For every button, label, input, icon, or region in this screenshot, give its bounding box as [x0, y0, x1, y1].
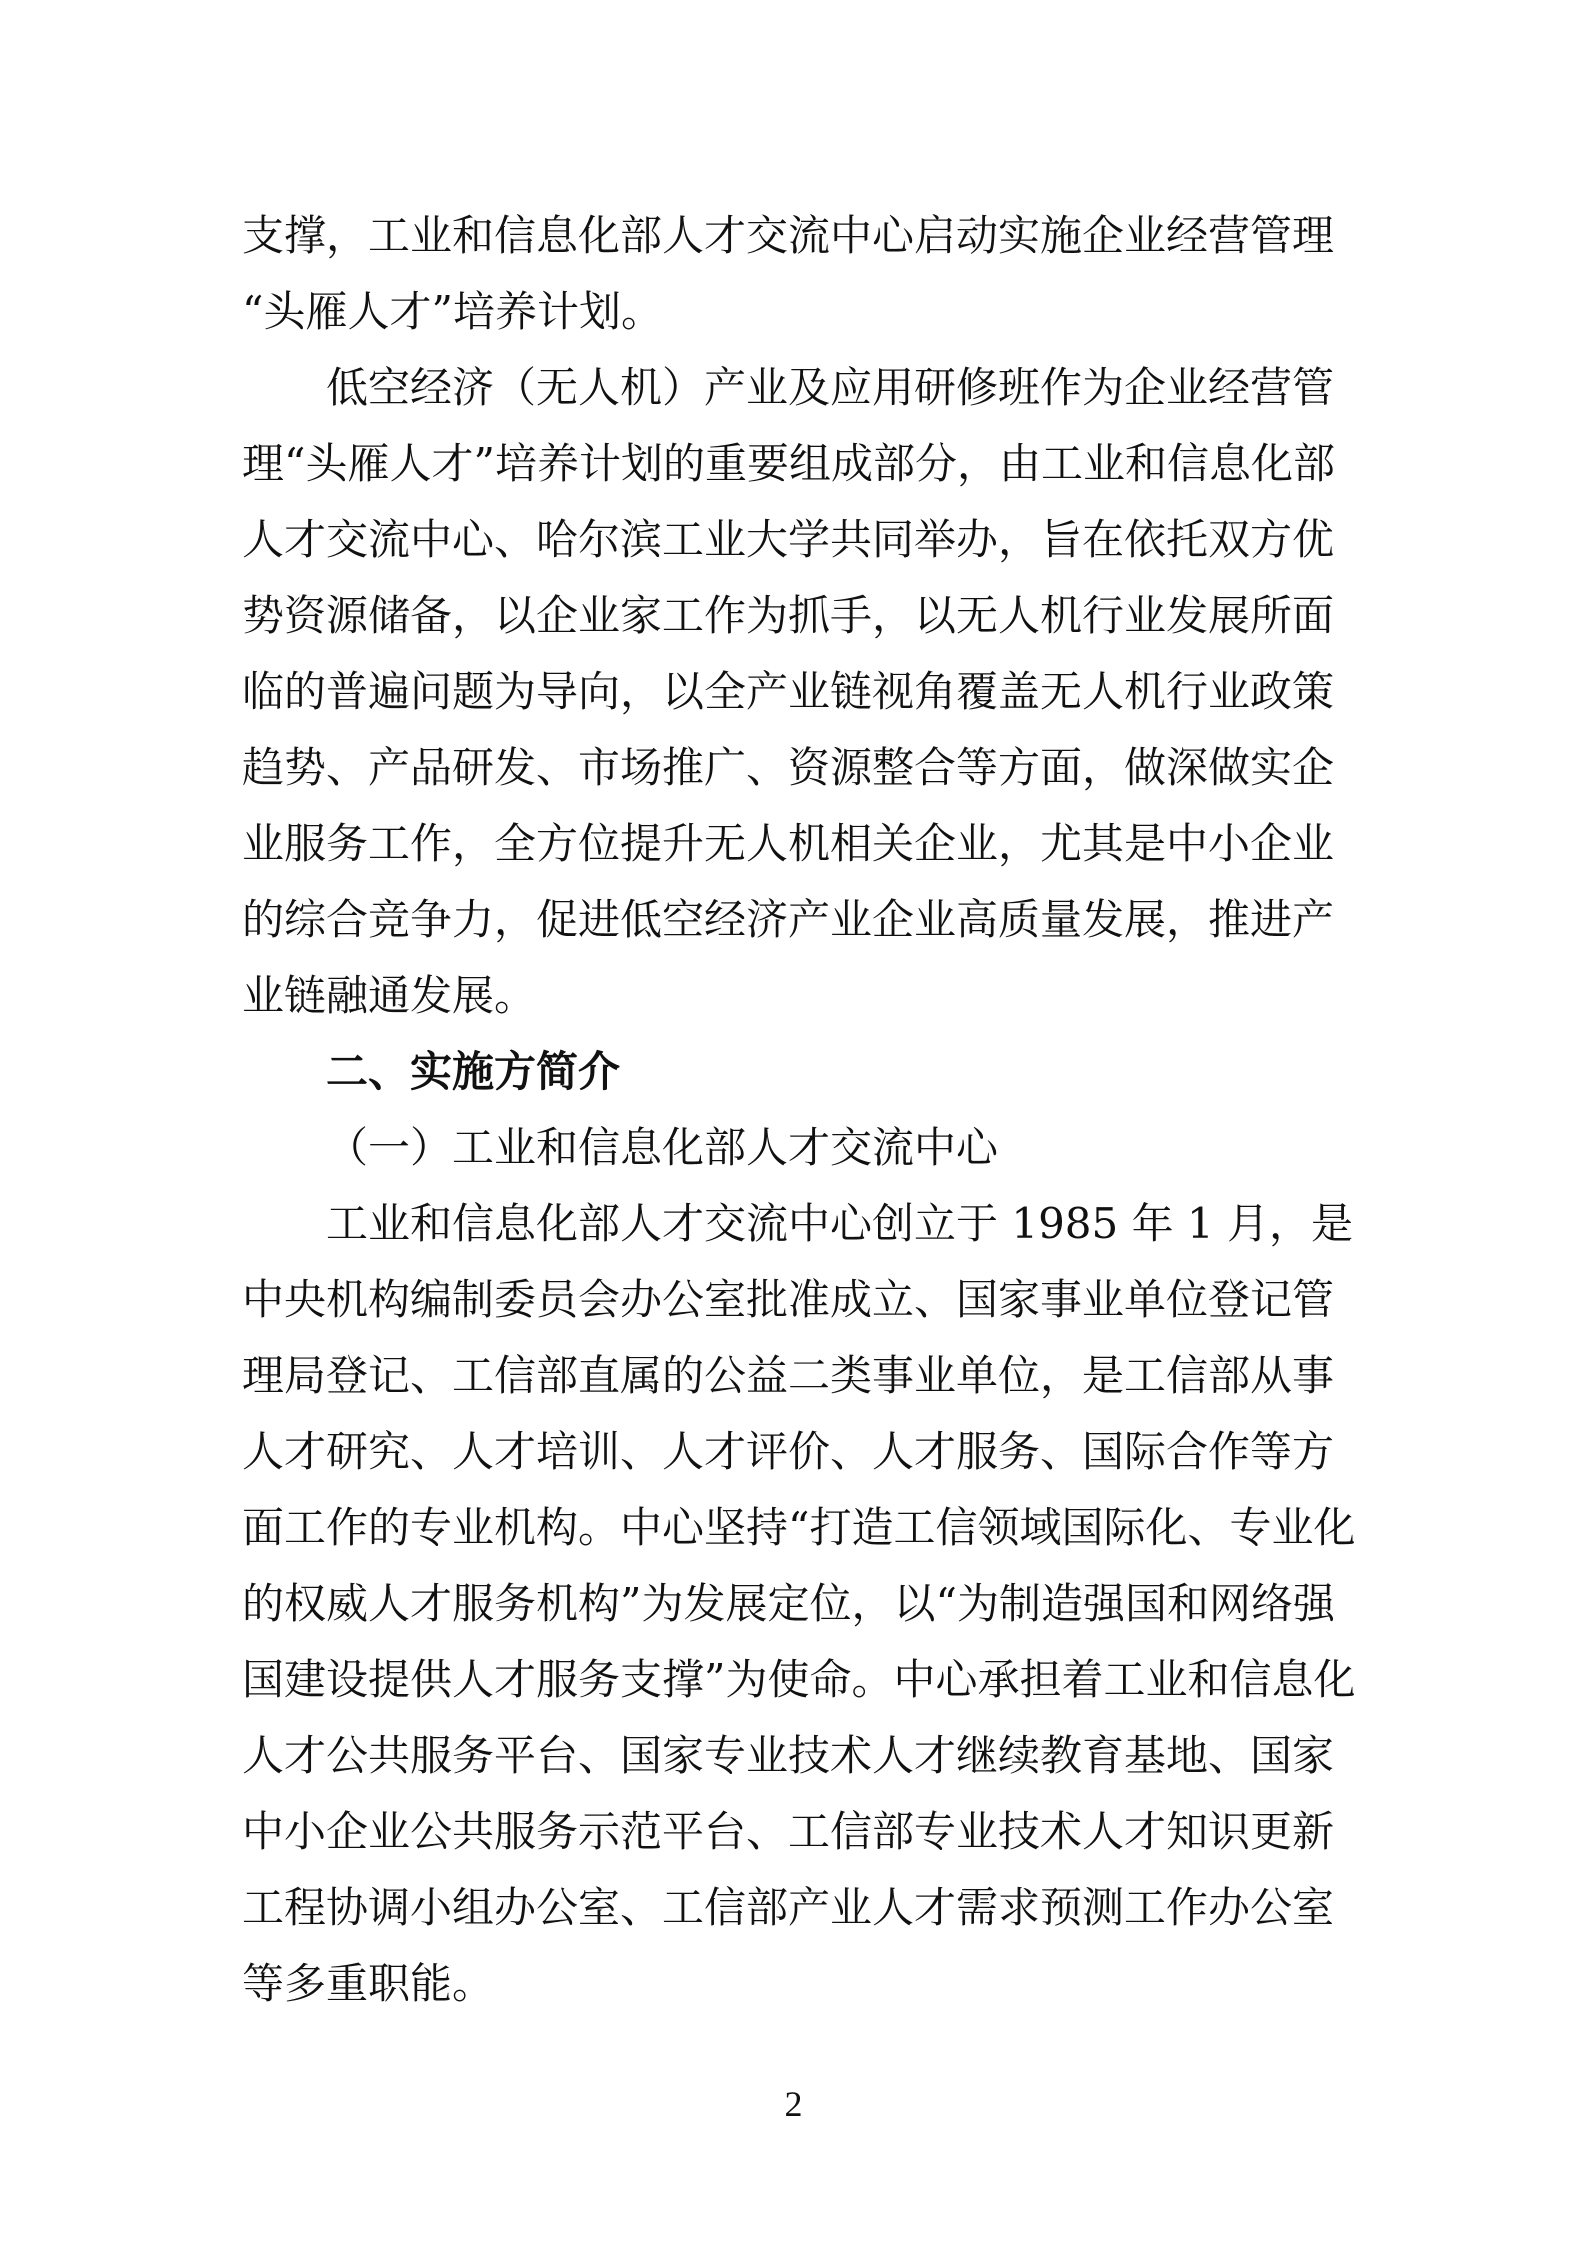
paragraph-1-line-2: “头雁人才”培养计划。 [242, 287, 663, 336]
section-heading: 二、实施方简介 [326, 1047, 621, 1096]
subsection-heading: （一）工业和信息化部人才交流中心 [326, 1123, 999, 1172]
paragraph-1-line-1: 支撑，工业和信息化部人才交流中心启动实施企业经营管理 [242, 211, 1335, 260]
paragraph-3-line-5: 面工作的专业机构。中心坚持“打造工信领域国际化、专业化 [242, 1503, 1356, 1552]
paragraph-3-line-2: 中央机构编制委员会办公室批准成立、国家事业单位登记管 [242, 1275, 1335, 1324]
paragraph-2-line-9: 业链融通发展。 [242, 971, 537, 1020]
paragraph-2-line-8: 的综合竞争力，促进低空经济产业企业高质量发展，推进产 [242, 895, 1335, 944]
paragraph-2-line-2: 理“头雁人才”培养计划的重要组成部分，由工业和信息化部 [242, 439, 1335, 488]
paragraph-2-line-1: 低空经济（无人机）产业及应用研修班作为企业经营管 [326, 363, 1335, 412]
paragraph-3-line-11: 等多重职能。 [242, 1959, 495, 2008]
page-number: 2 [784, 2084, 803, 2124]
paragraph-3-line-8: 人才公共服务平台、国家专业技术人才继续教育基地、国家 [242, 1731, 1335, 1780]
paragraph-3-line-7: 国建设提供人才服务支撑”为使命。中心承担着工业和信息化 [242, 1655, 1356, 1704]
paragraph-3-line-1: 工业和信息化部人才交流中心创立于 1985 年 1 月，是 [326, 1199, 1354, 1248]
paragraph-3-line-6: 的权威人才服务机构”为发展定位，以“为制造强国和网络强 [242, 1579, 1335, 1628]
paragraph-3-line-4: 人才研究、人才培训、人才评价、人才服务、国际合作等方 [242, 1427, 1335, 1476]
paragraph-3-line-3: 理局登记、工信部直属的公益二类事业单位，是工信部从事 [242, 1351, 1335, 1400]
paragraph-2-line-6: 趋势、产品研发、市场推广、资源整合等方面，做深做实企 [242, 743, 1335, 792]
paragraph-2-line-4: 势资源储备，以企业家工作为抓手，以无人机行业发展所面 [242, 591, 1335, 640]
paragraph-3-line-9: 中小企业公共服务示范平台、工信部专业技术人才知识更新 [242, 1807, 1335, 1856]
paragraph-2-line-3: 人才交流中心、哈尔滨工业大学共同举办，旨在依托双方优 [242, 515, 1335, 564]
paragraph-3-line-10: 工程协调小组办公室、工信部产业人才需求预测工作办公室 [242, 1883, 1335, 1932]
paragraph-2-line-7: 业服务工作，全方位提升无人机相关企业，尤其是中小企业 [242, 819, 1335, 868]
paragraph-2-line-5: 临的普遍问题为导向，以全产业链视角覆盖无人机行业政策 [242, 667, 1335, 716]
